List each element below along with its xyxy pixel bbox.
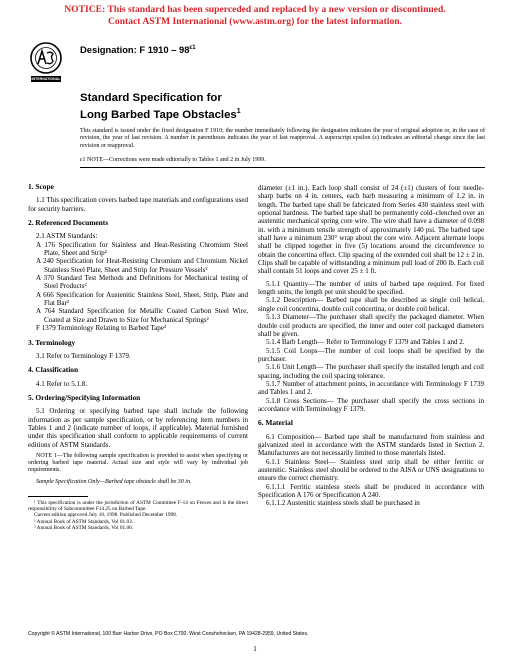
preface: This standard is issued under the fixed designation F 1910; the number immediately following the designation indicates the year of original adoption or, in the case of revision, the year of last revision. A number in parentheses indicates the year of last reapproval. A superscript epsilon (ε) indicates an editorial change since the last revision or reapproval. [80,128,485,149]
footnote-divider [28,496,88,497]
paragraph: diameter (±1 in.). Each loop shall consist of 24 (±1) clusters of four needle-sharp barbs on 4 in. centers, each barb measuring a minimum of 1.2 in. in length. The barbed tape shall be fabricated from Series 430 stainless steel with optional hardness. The barbed tape shall be permanently cold–clenched over an austenitic mechanical spring core wire. The wire shall have a diameter of 0.098 in. with a minimum tensile strength of approximately 140 psi. The barbed tape shall have a minimum 230° wrap about the core wire. Adjacent alternate loops shall be clipped together in five (5) locations around the circumference to obtain the concertina effect. Clip spacing of the extended coil shall be 12 ± 2 in. Clips shall be capable of withstanding a minimum pull load of 200 lb. Each coil shall contain 51 loops and cover 25 ± 1 ft. [258,184,484,276]
paragraph: 5.1.8 Cross Sections— The purchaser shall specify the cross sections in accordance with Terminology F 1379. [258,396,484,413]
paragraph: 1.1 This specification covers barbed tape materials and configurations used for security barriers. [28,196,248,213]
paragraph: 5.1.2 Description— Barbed tape shall be described as single coil helical, single coil concertina, double coil concertina, or double coil helical. [258,296,484,313]
reference-item: A 370 Standard Test Methods and Definitions for Mechanical testing of Steel Products² [36,274,248,291]
reference-item: F 1379 Terminology Relating to Barbed Tape³ [36,324,167,333]
paragraph: 5.1.6 Unit Length— The purchaser shall specify the installed length and coil spacing, including the coil spacing tolerance. [258,363,484,380]
footnote: ¹ This specification is under the jurisdiction of ASTM Committee F-14 on Fences and is the direct responsibility of Subcommittee F14.25 on Barbed Tape. [28,499,248,513]
paragraph: 2.1 ASTM Standards: [36,232,98,241]
paragraph: 5.1.3 Diameter—The purchaser shall specify the packaged diameter. When double coil products are specified, the inner and outer coil packaged diameters shall be given. [258,313,484,338]
paragraph: 6.1.1.2 Austenitic stainless steels shall be purchased in [266,499,420,508]
title-line-2: Long Barbed Tape Obstacles [80,108,237,121]
page-number: 1 [253,645,257,653]
paragraph: 3.1 Refer to Terminology F 1379. [36,351,131,360]
section-heading: 5. Ordering/Specifying Information [28,392,141,402]
sample-specification: Sample Specification Only—Barbed tape obstacle shall be 30 in. [36,478,192,485]
supersede-notice [0,4,510,28]
footnote: ² Annual Book of ASTM Standards, Vol 01.03. [34,518,134,525]
section-heading: 6. Material [258,418,293,428]
paragraph: 5.1.7 Number of attachment points, in accordance with Terminology F 1739 and Tables 1 and 2. [258,379,484,397]
copyright: Copyright © ASTM International, 100 Barr Harbor Drive, PO Box C700, West Conshohocken, PA 19428-2959, United States. [28,631,309,637]
footnote: Current edition approved July 10, 1998. Published December 1998. [34,512,178,519]
paragraph: 6.1 Composition— Barbed tape shall be manufactured from stainless and galvanized steel in accordance with the ASTM standards listed in Section 2. Manufacturers are not necessarily limited to those materials listed. [258,432,484,458]
designation-label: Designation: F 1910 – 98 [80,44,190,55]
paragraph: 6.1.1.1 Ferritic stainless steels shall be produced in accordance with Specification A 176 or Specification A 240. [258,482,484,500]
reference-item: A 764 Standard Specification for Metallic Coated Carbon Steel Wire, Coated at Size and Drawn to Size for Mechanical Springs² [36,307,248,324]
divider [80,167,485,168]
logo-text: INTERNATIONAL [31,77,61,81]
notice-line-1: NOTICE: This standard has been superceded and replaced by a new version or discontinued. [64,4,446,15]
reference-item: A 176 Specification for Stainless and Heat-Resisting Chromium Steel Plate, Sheet and Strip² [36,240,248,258]
title-line-1: Standard Specification for [80,92,222,104]
right-column [258,184,484,508]
left-column [28,183,248,531]
astm-logo [28,40,64,88]
paragraph: 5.1.1 Quantity—The number of units of barbed tape required. For fixed length units, the length per unit should be specified. [258,279,484,297]
designation [80,44,196,55]
paragraph: 4.1 Refer to 5.1.8. [36,379,88,388]
page-title [80,92,241,122]
paragraph: 5.1.5 Coil Loops—The number of coil loops shall be specified by the purchaser. [258,346,484,363]
paragraph: 5.1.4 Barb Length— Refer to Terminology F 1379 and Tables 1 and 2. [266,338,465,347]
epsilon-note: ε1 NOTE—Corrections were made editorially to Tables 1 and 2 in July 1999. [80,157,266,163]
section-heading: 3. Terminology [28,337,76,347]
reference-item: A 666 Specification for Austenitic Stainless Steel, Sheet, Strip, Plate and Flat Bar² [36,290,248,308]
reference-item: A 240 Specification for Heat-Resisting Chromium and Chromium Nickel Stainless Steel Plate, Sheet and Strip for Pressure Vessels² [36,257,248,274]
paragraph: 5.1 Ordering or specifying barbed tape shall include the following information as per sample specification, or by referencing item numbers in Tables 1 and 2 (indicate number of loops, if applicable). Material furnished under this specification shall conform to applicable requirements of current editions of ASTM Standards. [28,407,248,449]
designation-mark: ε1 [189,44,196,51]
notice-line-2: Contact ASTM International (www.astm.org) for the latest information. [108,16,402,27]
section-heading: 2. Referenced Documents [28,218,109,228]
paragraph: 6.1.1 Stainless Steel— Stainless steel strip shall be either ferritic or austenitic. Stainless steel should be ordered to the AISA or UNS designations to ensure the correct chemistry. [258,457,484,483]
footnote: ³ Annual Book of ASTM Standards, Vol 01.06. [34,524,134,531]
section-heading: 1. Scope [28,182,54,191]
note: NOTE 1—The following sample specification is provided to assist when specifying or ordering barbed tape material. Actual size and style will vary by individual job requirements. [28,452,248,474]
title-footnote-mark: 1 [236,108,241,115]
section-heading: 4. Classification [28,365,79,375]
